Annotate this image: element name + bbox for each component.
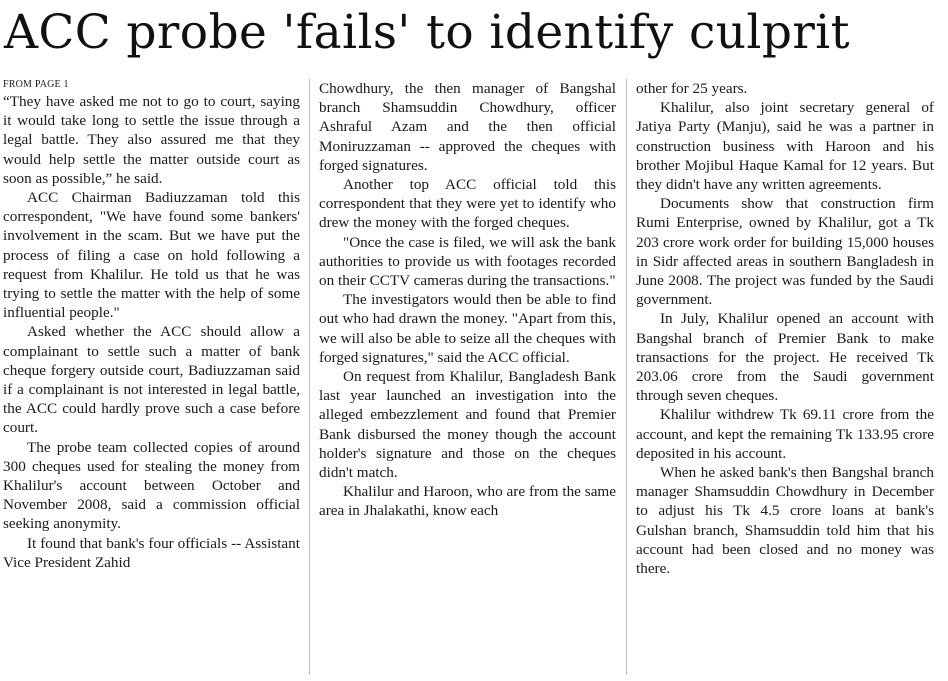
paragraph: Chowdhury, the then manager of Bangshal branch Shamsuddin Chowdhury, officer Ashraful Azam and the then official Moniruzzaman -- approved the cheques with forged signatures.: [319, 80, 616, 174]
article-column-1: [3, 79, 300, 677]
paragraph: In July, Khalilur opened an account with Bangshal branch of Premier Bank to make transactions for the project. He received Tk 203.06 crore from the Saudi government through seven cheques.: [636, 310, 934, 405]
paragraph: Another top ACC official told this correspondent that they were yet to identify who drew the money with the forged cheques.: [319, 176, 616, 232]
paragraph: other for 25 years.: [636, 80, 748, 97]
paragraph: "Once the case is filed, we will ask the bank authorities to provide us with footages recorded on their CCTV cameras during the transactions.": [319, 233, 616, 290]
paragraph: Documents show that construction firm Rumi Enterprise, owned by Khalilur, got a Tk 203 crore work order for building 15,000 houses in Sidr affected areas in southern Bangladesh in June 2008. The project was funded by the Saudi government.: [636, 195, 934, 309]
article-column-2: [319, 79, 616, 677]
paragraph: Asked whether the ACC should allow a complainant to settle such a matter of bank cheque forgery outside court, Badiuzzaman said if a complainant is not interested in legal battle, the ACC could hardly prove such a case before court.: [3, 323, 300, 437]
paragraph: Khalilur, also joint secretary general of Jatiya Party (Manju), said he was a partner in construction business with Haroon and his brother Mojibul Haque Kamal for 12 years. But they didn't have any written agreements.: [636, 99, 934, 194]
paragraph: Khalilur and Haroon, who are from the same area in Jhalakathi, know each: [319, 483, 616, 520]
paragraph: ACC Chairman Badiuzzaman told this correspondent, "We have found some bankers' involvement in the scam. But we have put the process of filing a case on hold following a request from Khalilur. He told us that he was trying to settle the matter with the help of some influential people.": [3, 189, 300, 322]
column-divider: [309, 79, 310, 675]
paragraph: When he asked bank's then Bangshal branch manager Shamsuddin Chowdhury in December to adjust his Tk 4.5 crore loans at bank's Gulshan branch, Shamsuddin told him that his account had been closed and no money was there.: [636, 464, 934, 578]
paragraph: The investigators would then be able to find out who had drawn the money. "Apart from this, we will also be able to seize all the cheques with forged signatures," said the ACC official.: [319, 291, 616, 366]
column-divider: [626, 79, 627, 675]
paragraph: Khalilur withdrew Tk 69.11 crore from the account, and kept the remaining Tk 133.95 crore deposited in his account.: [636, 406, 934, 462]
paragraph: It found that bank's four officials -- Assistant Vice President Zahid: [3, 534, 300, 571]
article-column-3: [636, 79, 934, 677]
paragraph: “They have asked me not to go to court, saying it would take long to settle the issue through a legal battle. They also assured me that they would help settle the matter outside court as soon as possible,” he said.: [3, 93, 300, 187]
headline: ACC probe 'fails' to identify culprit: [4, 5, 850, 60]
paragraph: On request from Khalilur, Bangladesh Bank last year launched an investigation into the alleged embezzlement and found that Premier Bank disbursed the money though the account holder's signature and those on the cheques didn't match.: [319, 368, 616, 482]
from-page-label: FROM PAGE 1: [3, 79, 69, 90]
paragraph: The probe team collected copies of around 300 cheques used for stealing the money from Khalilur's account between October and November 2008, said a commission official seeking anonymity.: [3, 438, 300, 533]
